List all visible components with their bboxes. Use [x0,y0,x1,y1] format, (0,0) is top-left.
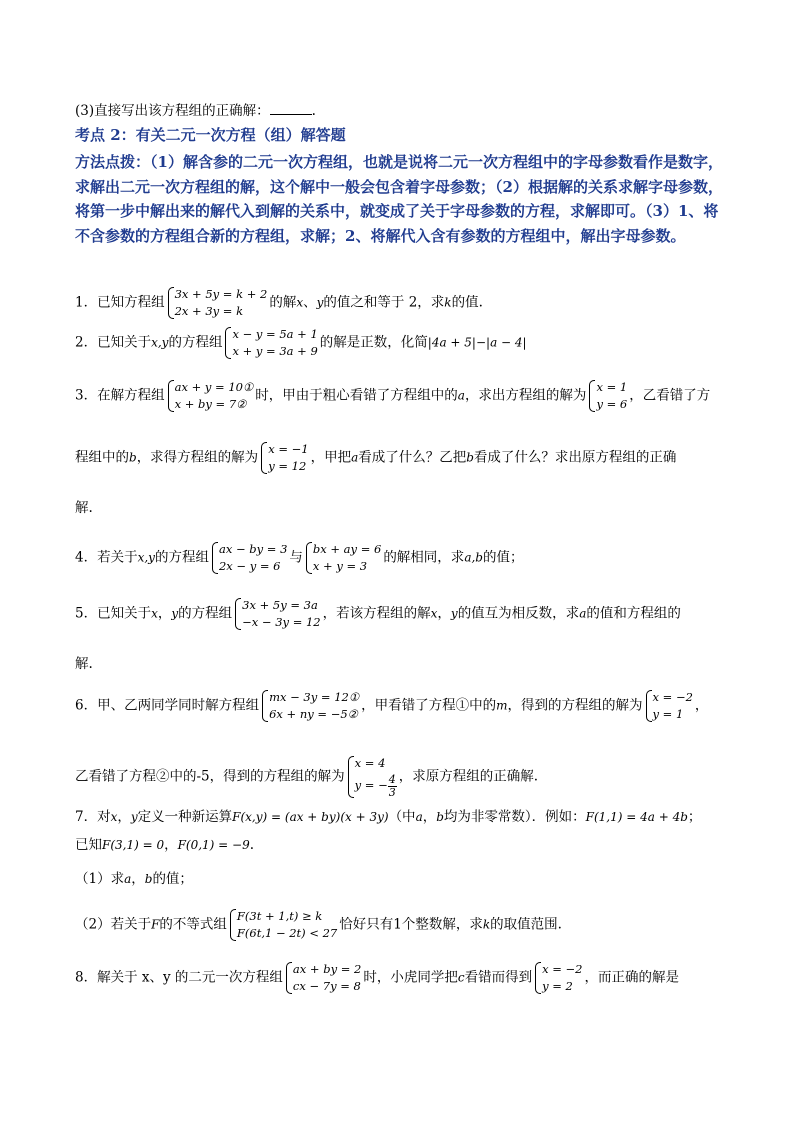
section-heading: 考点 2：有关二元一次方程（组）解答题 [75,126,346,144]
equation-system: mx − 3y = 12① 6x + ny = −5② [261,689,359,723]
intro-prefix: (3)直接写出该方程组的正确解： [75,103,270,119]
solution-system: x = −2 y = 1 [645,689,693,723]
inequality-system: F(3t + 1,t) ≥ k F(6t,1 − 2t) < 27 [229,908,337,942]
question-5-line-2: 解. [75,656,93,672]
equation-system: 3x + 5y = 3a −x − 3y = 12 [234,597,320,631]
question-7-part-1: （1）求a，b的值； [75,871,193,887]
question-3-line-1: 3．在解方程组 ax + y = 10① x + by = 7② 时，甲由于粗心看错了方程组中的a，求出方程组的解为 x = 1 y = 6 ，乙看错了方 [75,380,711,411]
question-4: 4．若关于x,y的方程组 ax − by = 3 2x − y = 6 与 bx + ay = 6 x + y = 3 的解相同，求a,b的值； [75,542,524,573]
solution-system: x = 1 y = 6 [588,379,627,413]
answer-blank [270,102,312,115]
equation-system: x − y = 5a + 1 x + y = 3a + 9 [224,326,317,360]
question-3-part-3 [75,102,316,120]
question-2: 2．已知关于x,y的方程组 x − y = 5a + 1 x + y = 3a + 9 的解是正数，化简|4a + 5|−|a − 4| [75,327,527,358]
question-8: 8．解关于 x、y 的二元一次方程组 ax + by = 2 cx − 7y = 8 时，小虎同学把c看错而得到 x = −2 y = 2 ，而正确的解是 [75,962,679,993]
method-tips: 方法点拨：（1）解含参的二元一次方程组，也就是说将二元一次方程组中的字母参数看作是数字，求解出二元一次方程组的解，这个解中一般会包含着字母参数；（2）根据解的关系求解字母参数，将第一步中解出来的解代入到解的关系中，就变成了关于字母参数的方程，求解即可。（3）1、将不含参数的方程组合新的方程组，求解；2、将解代入含有参数的方程组中，解出字母参数。 [75,153,723,245]
intro-suffix: . [311,103,316,119]
question-3-line-3: 解. [75,500,93,516]
question-6-line-2: 乙看错了方程②中的-5，得到的方程组的解为 x = 4 y = − $\frac{4}{3}$ ，求原方程组的正确解. [75,756,539,799]
question-5-line-1: 5．已知关于x，y的方程组 3x + 5y = 3a −x − 3y = 12 ，若该方程组的解x，y的值互为相反数，求a的值和方程组的 [75,598,681,629]
question-3-line-2: 程组中的b，求得方程组的解为 x = −1 y = 12 ，甲把a看成了什么？乙把b看成了什么？求出原方程组的正确 [75,442,677,473]
fraction: $\frac{4}{3}$ [388,772,396,799]
solution-system: x = −2 y = 2 [534,961,582,995]
question-6-line-1: 6．甲、乙两同学同时解方程组 mx − 3y = 12① 6x + ny = −5② ，甲看错了方程①中的m，得到的方程组的解为 x = −2 y = 1 ， [75,690,709,721]
question-7-line-2: 已知F(3,1) = 0，F(0,1) = −9. [75,837,255,853]
question-7-part-2: （2）若关于F的不等式组 F(3t + 1,t) ≥ k F(6t,1 − 2t) < 27 恰好只有1个整数解，求k的取值范围. [75,909,562,940]
question-7-line-1: 7．对x，y定义一种新运算F(x,y) = (ax + by)(x + 3y)（中a，b均为非零常数）．例如：F(1,1) = 4a + 4b； [75,809,702,825]
equation-system: ax + by = 2 cx − 7y = 8 [285,961,361,995]
equation-system: 3x + 5y = k + 2 2x + 3y = k [167,286,268,320]
equation-system: bx + ay = 6 x + y = 3 [305,541,381,575]
solution-system: x = −1 y = 12 [260,441,308,475]
solution-system: x = 4 y = − $\frac{4}{3}$ [347,755,397,799]
equation-system: ax − by = 3 2x − y = 6 [211,541,287,575]
equation-system: ax + y = 10① x + by = 7② [167,379,254,413]
question-1: 1．已知方程组 3x + 5y = k + 2 2x + 3y = k 的解x、y的值之和等于 2，求k的值. [75,287,483,318]
